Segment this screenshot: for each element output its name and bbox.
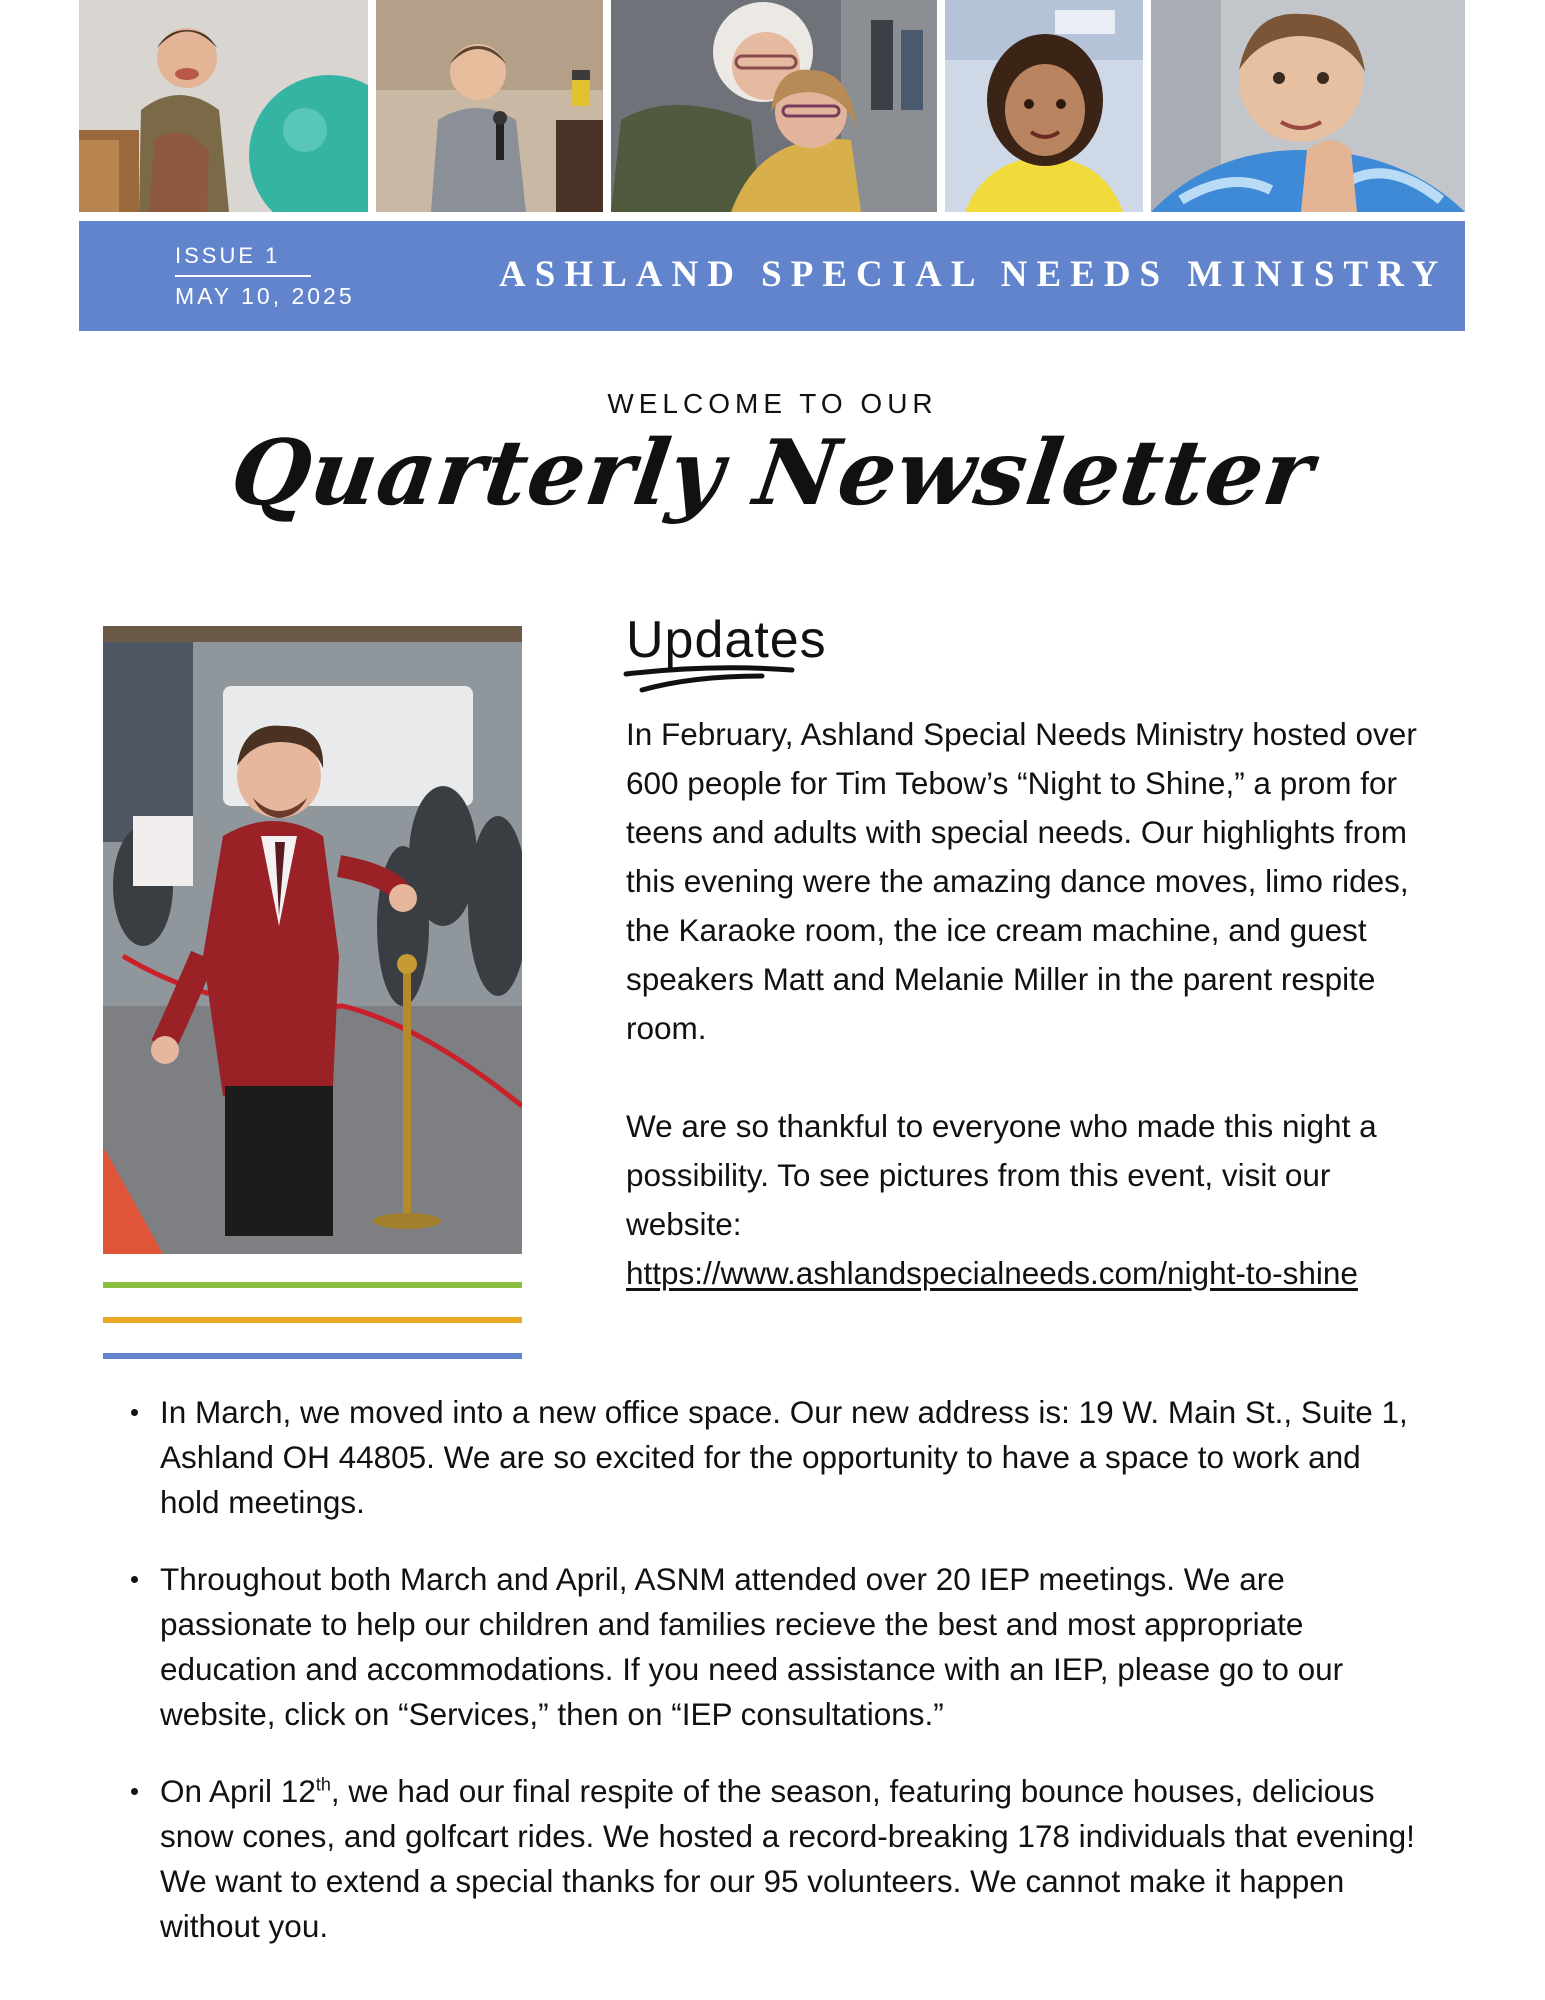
list-item (126, 1390, 1426, 1525)
office-move-text: In March, we moved into a new office space. Our new address is: 19 W. Main St., Suite 1, Ashland OH 44805. We are so excited for the opportunity to have a space to work and hold meetings. (160, 1394, 1408, 1520)
ordinal-suffix: th (315, 1774, 331, 1795)
respite-text-end: , we had our final respite of the season, featuring bounce houses, delicious snow cones, and golfcart rides. We hosted a record-breaking 178 individuals that evening! We want to extend a special thanks for our 95 volunteers. We cannot make it happen without you. (160, 1773, 1415, 1944)
updates-paragraph-night-to-shine: In February, Ashland Special Needs Ministry hosted over 600 people for Tim Tebow’s “Night to Shine,” a prom for teens and adults with special needs. Our highlights from this evening were the amazing dance moves, limo rides, the Karaoke room, the ice cream machine, and guest speakers Matt and Melanie Miller in the parent respite room. (626, 716, 1417, 1046)
updates-body (626, 710, 1446, 1298)
brush-underline (622, 660, 796, 694)
iep-meetings-text: Throughout both March and April, ASNM attended over 20 IEP meetings. We are passionate to help our children and families recieve the best and most appropriate education and accommodations. If you need assistance with an IEP, please go to our website, click on “Services,” then on “IEP consultations.” (160, 1561, 1344, 1732)
issue-number: ISSUE 1 (175, 243, 311, 277)
orange-divider-stripe (103, 1317, 522, 1323)
updates-bullet-list (126, 1390, 1426, 1981)
welcome-subheading: WELCOME TO OUR (607, 388, 938, 419)
list-item (126, 1769, 1426, 1949)
smiling-girl-photo (945, 0, 1143, 212)
updates-paragraph-thanks (626, 1102, 1446, 1298)
night-to-shine-link[interactable]: https://www.ashlandspecialneeds.com/night-to-shine (626, 1255, 1358, 1291)
thanks-text: We are so thankful to everyone who made this night a possibility. To see pictures from this event, visit our website: (626, 1108, 1377, 1242)
boy-pointing-photo (1151, 0, 1465, 212)
women-embracing-photo (611, 0, 937, 212)
man-with-ball-photo (79, 0, 368, 212)
boy-with-microphone-photo (376, 0, 603, 212)
respite-text-start: On April 12 (160, 1773, 316, 1809)
blue-divider-stripe (103, 1353, 522, 1359)
green-divider-stripe (103, 1282, 522, 1288)
man-in-red-jacket-photo (103, 626, 522, 1254)
ministry-name: ASHLAND SPECIAL NEEDS MINISTRY (499, 254, 1448, 295)
issue-date: MAY 10, 2025 (175, 283, 355, 309)
list-item (126, 1557, 1426, 1737)
updates-heading: Updates (626, 611, 827, 669)
masthead-banner (79, 221, 1465, 331)
newsletter-title: Quarterly Newsletter (224, 420, 1321, 526)
